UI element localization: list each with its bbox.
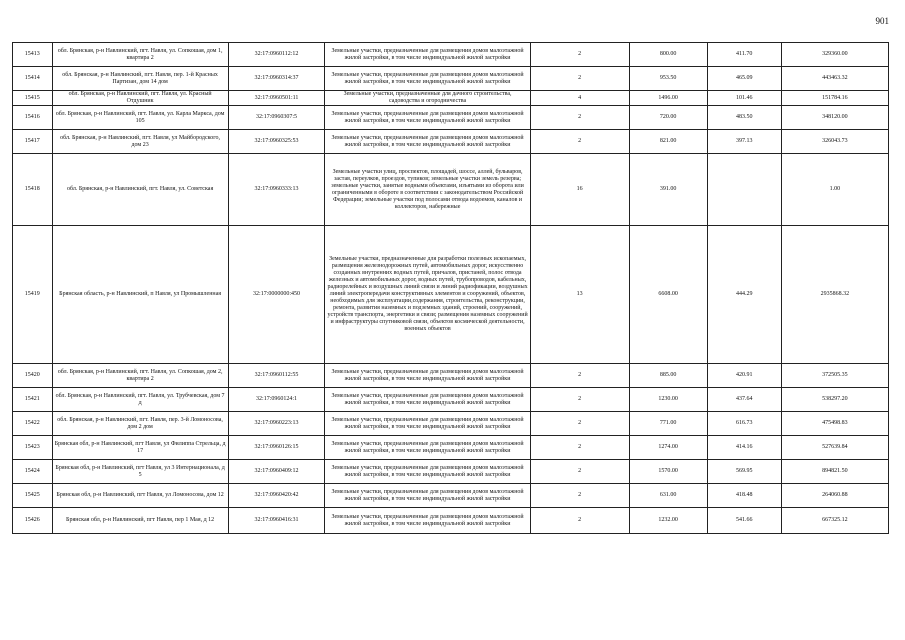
address-cell: обл. Брянская, р-н Навлинский, пгт. Навля, пер. 1-й Красных Партизан, дом 14 дом bbox=[52, 67, 228, 91]
table-row bbox=[13, 106, 889, 130]
land-use-cell: Земельные участки, предназначенные для размещения домов малоэтажной жилой застройки, в том числе индивидуальной жилой застройки bbox=[325, 130, 530, 154]
area-cell: 1570.00 bbox=[629, 460, 707, 484]
row-number-cell: 15421 bbox=[13, 388, 53, 412]
row-number-cell: 15422 bbox=[13, 412, 53, 436]
cadastral-value-cell: 1.00 bbox=[781, 154, 888, 226]
cadastral-number-cell: 32:17:0960223:13 bbox=[228, 412, 325, 436]
cadastral-number-cell: 32:17:0960416:31 bbox=[228, 508, 325, 534]
row-number-cell: 15417 bbox=[13, 130, 53, 154]
cadastral-number-cell: 32:17:0960333:13 bbox=[228, 154, 325, 226]
land-use-cell: Земельные участки, предназначенные для разработки полезных ископаемых, размещения железнодорожных путей, автомобильных дорог, искусственно созданных внутренних водных путей, причалов, пристаней, полос отвода железных и автомобильных дорог, водных путей, трубопроводов, кабельных, радиорелейных и воздушных линий связи и линий радиофикации, воздушных линий электропередачи конструктивных элементов и сооружений, объектов, необходимых для эксплуатации,содержания, строительства, реконструкции, ремонта, развития наземных и подземных зданий, строений, сооружений, устройств транспорта, энергетики и связи; размещения наземных сооружений и инфраструктуры спутниковой связи, объектов космической деятельности, военных объектов bbox=[325, 226, 530, 364]
cadastral-number-cell: 32:17:0960501:11 bbox=[228, 91, 325, 106]
specific-value-cell: 444.29 bbox=[707, 226, 781, 364]
address-cell: обл. Брянская, р-н Навлинский, пгт. Навля, пер. 3-й Ломоносова, дом 2 дом bbox=[52, 412, 228, 436]
specific-value-cell: 418.48 bbox=[707, 484, 781, 508]
cadastral-value-cell: 329360.00 bbox=[781, 43, 888, 67]
cadastral-value-cell: 475498.83 bbox=[781, 412, 888, 436]
cadastral-number-cell: 32:17:0960325:53 bbox=[228, 130, 325, 154]
cadastral-number-cell: 32:17:0960314:37 bbox=[228, 67, 325, 91]
page-number: 901 bbox=[875, 16, 889, 26]
group-number-cell: 2 bbox=[530, 43, 629, 67]
table-row bbox=[13, 364, 889, 388]
area-cell: 1232.00 bbox=[629, 508, 707, 534]
table-row bbox=[13, 43, 889, 67]
group-number-cell: 2 bbox=[530, 364, 629, 388]
address-cell: обл. Брянская, р-н Навлинский, пгт. Навля, ул. Сопкошая, дом 1, квартира 2 bbox=[52, 43, 228, 67]
cadastral-value-cell: 326043.73 bbox=[781, 130, 888, 154]
address-cell: Брянская область, р-н Навлинский, п Навля, ул Промышленная bbox=[52, 226, 228, 364]
group-number-cell: 2 bbox=[530, 460, 629, 484]
group-number-cell: 2 bbox=[530, 436, 629, 460]
address-cell: обл. Брянская, р-н Навлинский, пгт. Навля, ул. Трубчевская, дом 7 д bbox=[52, 388, 228, 412]
specific-value-cell: 414.16 bbox=[707, 436, 781, 460]
area-cell: 1496.00 bbox=[629, 91, 707, 106]
land-use-cell: Земельные участки, предназначенные для размещения домов малоэтажной жилой застройки, в том числе индивидуальной жилой застройки bbox=[325, 106, 530, 130]
table-row bbox=[13, 226, 889, 364]
address-cell: обл. Брянская, р-н Навлинский, пгт. Навля, ул. Сопкошая, дом 2, квартира 2 bbox=[52, 364, 228, 388]
cadastral-value-cell: 667325.12 bbox=[781, 508, 888, 534]
land-use-cell: Земельные участки, предназначенные для размещения домов малоэтажной жилой застройки, в том числе индивидуальной жилой застройки bbox=[325, 508, 530, 534]
area-cell: 771.00 bbox=[629, 412, 707, 436]
cadastral-number-cell: 32:17:0960112:12 bbox=[228, 43, 325, 67]
group-number-cell: 2 bbox=[530, 388, 629, 412]
land-use-cell: Земельные участки улиц, проспектов, площадей, шоссе, аллей, бульваров, застав, переулков, проездов, тупиков; земельные участки земель резерва; земельные участки, занятые водными объектами, изъятыми из оборота или ограниченными в обороте в соответствии с законодательством Российской Федерации; земельные участки под полосами отвода водоемов, каналов и коллекторов, набережные bbox=[325, 154, 530, 226]
land-use-cell: Земельные участки, предназначенные для размещения домов малоэтажной жилой застройки, в том числе индивидуальной жилой застройки bbox=[325, 484, 530, 508]
cadastral-value-cell: 264060.88 bbox=[781, 484, 888, 508]
area-cell: 953.50 bbox=[629, 67, 707, 91]
land-use-cell: Земельные участки, предназначенные для размещения домов малоэтажной жилой застройки, в том числе индивидуальной жилой застройки bbox=[325, 460, 530, 484]
address-cell: Брянская обл, р-н Навлинский, пгт Навля, ул 3 Интернационала, д 5 bbox=[52, 460, 228, 484]
group-number-cell: 2 bbox=[530, 412, 629, 436]
cadastral-number-cell: 32:17:0000000:450 bbox=[228, 226, 325, 364]
table-body bbox=[13, 43, 889, 534]
cadastral-value-cell: 443463.32 bbox=[781, 67, 888, 91]
land-use-cell: Земельные участки, предназначенные для дачного строительства, садоводства и огородничества bbox=[325, 91, 530, 106]
cadastral-value-cell: 2935868.32 bbox=[781, 226, 888, 364]
land-use-cell: Земельные участки, предназначенные для размещения домов малоэтажной жилой застройки, в том числе индивидуальной жилой застройки bbox=[325, 67, 530, 91]
row-number-cell: 15423 bbox=[13, 436, 53, 460]
area-cell: 631.00 bbox=[629, 484, 707, 508]
group-number-cell: 2 bbox=[530, 67, 629, 91]
table-row bbox=[13, 436, 889, 460]
area-cell: 885.00 bbox=[629, 364, 707, 388]
area-cell: 800.00 bbox=[629, 43, 707, 67]
specific-value-cell: 397.13 bbox=[707, 130, 781, 154]
area-cell: 6608.00 bbox=[629, 226, 707, 364]
table-row bbox=[13, 460, 889, 484]
specific-value-cell: 420.91 bbox=[707, 364, 781, 388]
group-number-cell: 2 bbox=[530, 130, 629, 154]
row-number-cell: 15416 bbox=[13, 106, 53, 130]
land-use-cell: Земельные участки, предназначенные для размещения домов малоэтажной жилой застройки, в том числе индивидуальной жилой застройки bbox=[325, 412, 530, 436]
area-cell: 720.00 bbox=[629, 106, 707, 130]
land-use-cell: Земельные участки, предназначенные для размещения домов малоэтажной жилой застройки, в том числе индивидуальной жилой застройки bbox=[325, 364, 530, 388]
specific-value-cell: 541.66 bbox=[707, 508, 781, 534]
address-cell: обл. Брянская, р-н Навлинский, пгт. Навля, ул Майбородского, дом 23 bbox=[52, 130, 228, 154]
land-use-cell: Земельные участки, предназначенные для размещения домов малоэтажной жилой застройки, в том числе индивидуальной жилой застройки bbox=[325, 388, 530, 412]
address-cell: обл. Брянская, р-н Навлинский, пгт. Навля, ул. Советская bbox=[52, 154, 228, 226]
table-row bbox=[13, 154, 889, 226]
table-row bbox=[13, 412, 889, 436]
row-number-cell: 15413 bbox=[13, 43, 53, 67]
area-cell: 1230.00 bbox=[629, 388, 707, 412]
cadastral-value-cell: 538297.20 bbox=[781, 388, 888, 412]
group-number-cell: 16 bbox=[530, 154, 629, 226]
specific-value-cell: 465.09 bbox=[707, 67, 781, 91]
cadastral-value-cell: 894821.50 bbox=[781, 460, 888, 484]
cadastral-number-cell: 32:17:0960409:12 bbox=[228, 460, 325, 484]
address-cell: Брянская обл, р-н Навлинский, пгт Навля, пер 1 Мая, д 12 bbox=[52, 508, 228, 534]
group-number-cell: 2 bbox=[530, 484, 629, 508]
cadastral-number-cell: 32:17:0960420:42 bbox=[228, 484, 325, 508]
cadastral-value-table bbox=[12, 42, 889, 534]
cadastral-value-cell: 527639.84 bbox=[781, 436, 888, 460]
table-row bbox=[13, 67, 889, 91]
row-number-cell: 15425 bbox=[13, 484, 53, 508]
specific-value-cell: 569.95 bbox=[707, 460, 781, 484]
specific-value-cell: 437.64 bbox=[707, 388, 781, 412]
area-cell: 1274.00 bbox=[629, 436, 707, 460]
area-cell: 821.00 bbox=[629, 130, 707, 154]
address-cell: Брянская обл, р-н Навлинский, пгт Навля, ул Ломоносова, дом 12 bbox=[52, 484, 228, 508]
specific-value-cell bbox=[707, 154, 781, 226]
cadastral-value-cell: 348120.00 bbox=[781, 106, 888, 130]
table-row bbox=[13, 508, 889, 534]
row-number-cell: 15419 bbox=[13, 226, 53, 364]
cadastral-number-cell: 32:17:0960124:1 bbox=[228, 388, 325, 412]
specific-value-cell: 101.46 bbox=[707, 91, 781, 106]
address-cell: обл. Брянская, р-н Навлинский, пгт. Навля, ул. Карла Маркса, дом 105 bbox=[52, 106, 228, 130]
cadastral-number-cell: 32:17:0960112:55 bbox=[228, 364, 325, 388]
row-number-cell: 15414 bbox=[13, 67, 53, 91]
cadastral-number-cell: 32:17:0960126:15 bbox=[228, 436, 325, 460]
table-row bbox=[13, 130, 889, 154]
row-number-cell: 15424 bbox=[13, 460, 53, 484]
group-number-cell: 13 bbox=[530, 226, 629, 364]
table-row bbox=[13, 388, 889, 412]
land-use-cell: Земельные участки, предназначенные для размещения домов малоэтажной жилой застройки, в том числе индивидуальной жилой застройки bbox=[325, 436, 530, 460]
group-number-cell: 4 bbox=[530, 91, 629, 106]
group-number-cell: 2 bbox=[530, 106, 629, 130]
table-row bbox=[13, 484, 889, 508]
cadastral-value-cell: 372505.35 bbox=[781, 364, 888, 388]
specific-value-cell: 411.70 bbox=[707, 43, 781, 67]
specific-value-cell: 483.50 bbox=[707, 106, 781, 130]
area-cell: 391.00 bbox=[629, 154, 707, 226]
row-number-cell: 15426 bbox=[13, 508, 53, 534]
cadastral-number-cell: 32:17:0960307:5 bbox=[228, 106, 325, 130]
row-number-cell: 15418 bbox=[13, 154, 53, 226]
row-number-cell: 15415 bbox=[13, 91, 53, 106]
cadastral-value-cell: 151784.16 bbox=[781, 91, 888, 106]
specific-value-cell: 616.73 bbox=[707, 412, 781, 436]
address-cell: Брянская обл, р-н Навлинский, пгт Навля, ул Филиппа Стрельца, д 17 bbox=[52, 436, 228, 460]
land-use-cell: Земельные участки, предназначенные для размещения домов малоэтажной жилой застройки, в том числе индивидуальной жилой застройки bbox=[325, 43, 530, 67]
table-row bbox=[13, 91, 889, 106]
row-number-cell: 15420 bbox=[13, 364, 53, 388]
group-number-cell: 2 bbox=[530, 508, 629, 534]
address-cell: обл. Брянская, р-н Навлинский, пгт. Навля, ул. Красный Отдушник bbox=[52, 91, 228, 106]
